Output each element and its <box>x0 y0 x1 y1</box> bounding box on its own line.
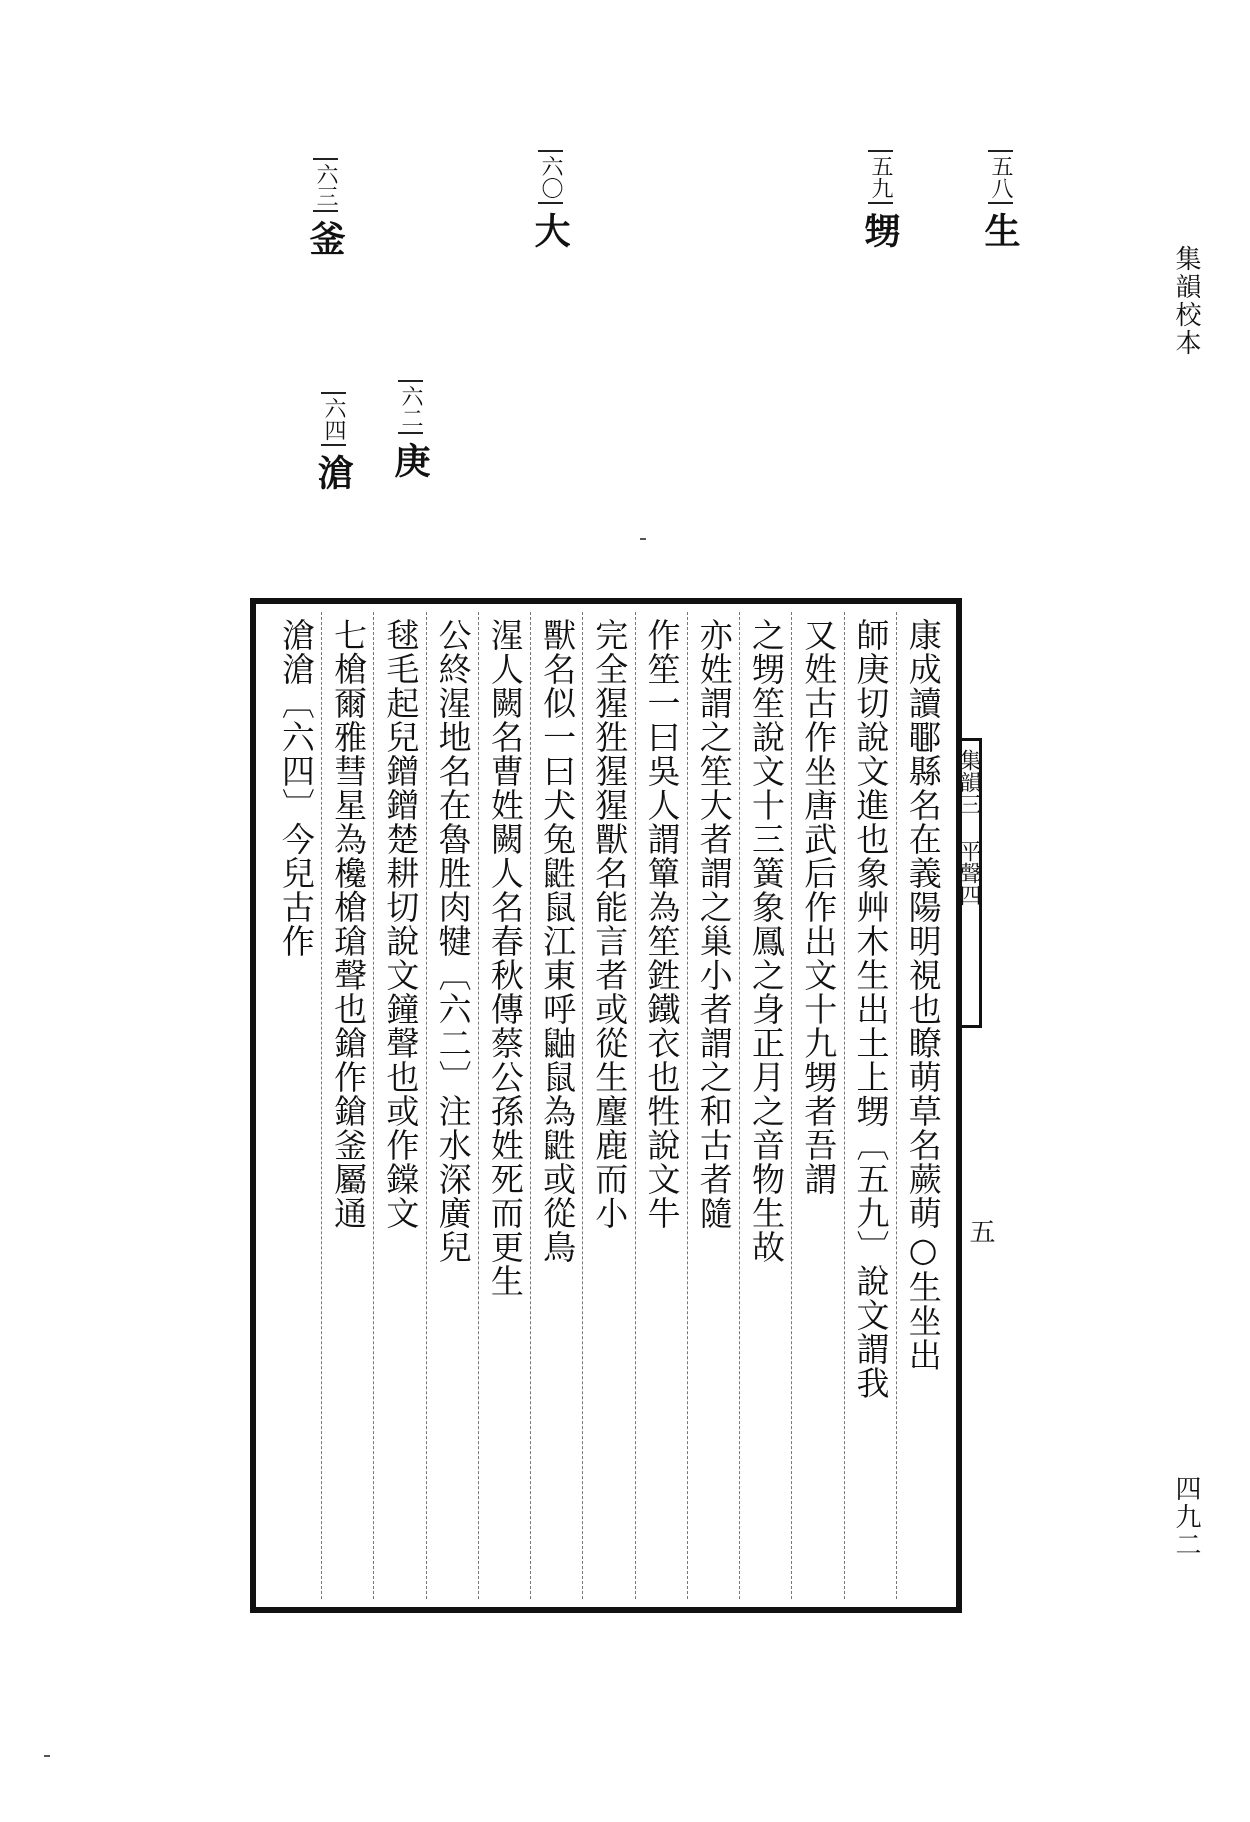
text-column <box>530 612 582 1599</box>
note-headword: 甥 <box>859 212 901 248</box>
speck <box>640 538 646 540</box>
note-marker: 五九 <box>868 150 893 204</box>
column-text: 完全猩狌猩猩獸名能言者或從生麈鹿而小 <box>590 618 630 1230</box>
text-column <box>844 612 896 1599</box>
note-headword: 釜 <box>304 220 346 256</box>
collation-note <box>308 392 359 490</box>
text-column <box>896 612 948 1599</box>
column-text: 獸名似一曰犬兔鼪鼠江東呼鼬鼠為鼪或從鳥 <box>538 618 578 1264</box>
note-marker: 六〇 <box>538 150 563 204</box>
text-column <box>478 612 530 1599</box>
column-text: 毬毛起兒鏳鏳楚耕切說文鐘聲也或作鏿文 <box>381 618 421 1230</box>
collation-note <box>525 150 576 248</box>
column-text: 又姓古作坐唐武后作出文十九甥者吾謂 <box>799 618 839 1196</box>
column-text: 師庚切說文進也象艸木生出土上甥〔五九〕說文謂我 <box>851 618 891 1400</box>
page-number: 四九二 <box>1171 1475 1201 1559</box>
note-marker: 五八 <box>988 150 1013 204</box>
speck <box>44 1755 50 1757</box>
note-headword: 生 <box>979 212 1021 248</box>
note-marker: 六四 <box>321 392 346 446</box>
note-headword: 庚 <box>389 442 431 478</box>
running-head: 集韻校本 <box>1171 245 1201 357</box>
text-frame <box>250 598 962 1613</box>
note-marker: 六二 <box>398 380 423 434</box>
note-marker: 六三 <box>313 158 338 212</box>
text-columns <box>270 612 948 1599</box>
collation-note <box>385 380 436 478</box>
column-text: 作笙一曰吳人謂簞為笙鉎鐵衣也牲說文牛 <box>642 618 682 1230</box>
column-text: 康成讀鄳縣名在義陽明視也瞭萌草名蕨萌○生坐出 <box>903 618 943 1372</box>
text-column <box>635 612 687 1599</box>
text-column <box>582 612 634 1599</box>
collation-note <box>300 158 351 256</box>
text-column <box>321 612 373 1599</box>
text-column <box>739 612 791 1599</box>
block-side-title: 集韻三 平聲四 <box>956 738 982 1028</box>
column-text: 亦姓謂之笙大者謂之巢小者謂之和古者隨 <box>694 618 734 1230</box>
column-text: 之甥笙說文十三簧象鳳之身正月之音物生故 <box>747 618 786 1264</box>
column-text: 七槍爾雅彗星為欃槍瑲聲也鎗作鎗釜屬通 <box>329 618 369 1230</box>
column-text: 公終湦地名在魯胜肉犍〔六二〕注水深廣兒 <box>433 618 473 1264</box>
collation-note <box>855 150 906 248</box>
note-headword: 滄 <box>312 454 354 490</box>
text-column <box>373 612 425 1599</box>
text-column <box>270 612 321 1599</box>
block-fold-number: 五 <box>965 1218 995 1244</box>
column-text: 滄滄〔六四〕今兒古作 <box>276 618 316 958</box>
note-headword: 大 <box>529 212 571 248</box>
text-column <box>426 612 478 1599</box>
collation-note <box>975 150 1026 248</box>
column-text: 湦人闕名曹姓闕人名春秋傳蔡公孫姓死而更生 <box>485 618 525 1298</box>
text-column <box>791 612 843 1599</box>
text-column <box>687 612 739 1599</box>
